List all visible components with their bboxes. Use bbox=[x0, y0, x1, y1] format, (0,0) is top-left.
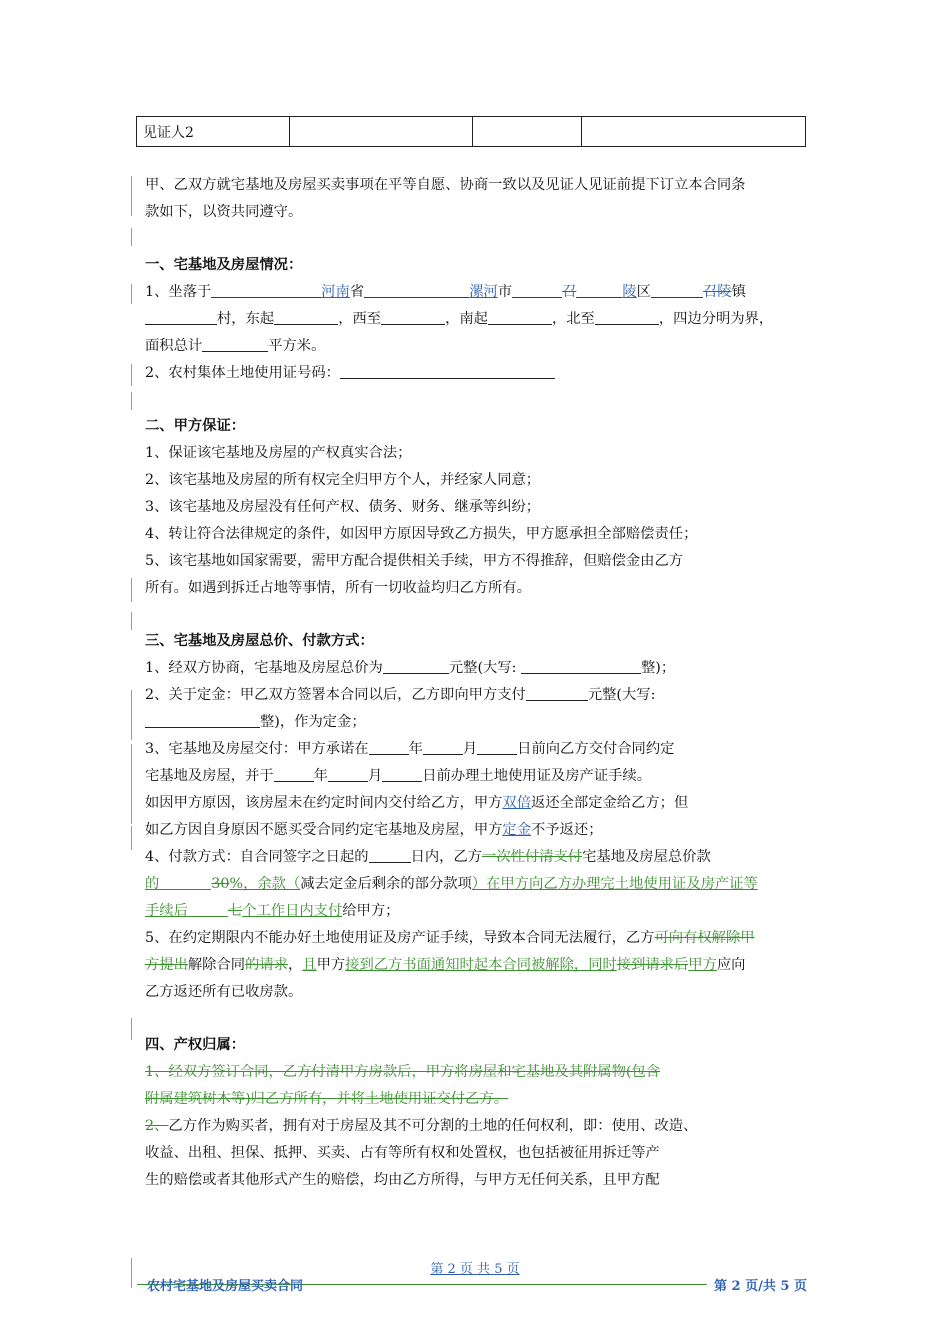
change-bar bbox=[131, 176, 132, 216]
list-item: 2、该宅基地及房屋的所有权完全归甲方个人，并经家人同意； bbox=[145, 472, 541, 488]
land-cert-line: 2、农村集体土地使用证号码： bbox=[145, 360, 810, 387]
table-row bbox=[137, 117, 806, 147]
list-item: 1、保证该宅基地及房屋的产权真实合法； bbox=[145, 445, 412, 461]
ownership-line: 2、乙方作为购买者，拥有对于房屋及其不可分割的土地的任何权利，即：使用、改造、 bbox=[145, 1118, 698, 1134]
list-item: 5、该宅基地如国家需要，需甲方配合提供相关手续，甲方不得推辞，但赔偿金由乙方 bbox=[145, 553, 684, 569]
province-value: 河南 bbox=[321, 284, 350, 300]
table-cell bbox=[582, 117, 806, 147]
section-2-heading: 二、甲方保证： bbox=[145, 418, 246, 434]
city-value: 漯河 bbox=[469, 284, 498, 300]
change-bar bbox=[131, 744, 132, 824]
list-item: 3、该宅基地及房屋没有任何产权、债务、财务、继承等纠纷； bbox=[145, 499, 541, 515]
change-bar bbox=[131, 392, 132, 410]
delivery-line: 3、宅基地及房屋交付：甲方承诺在 年 月 日前向乙方交付合同约定 bbox=[145, 741, 675, 757]
payment-line: 4、付款方式：自合同签字之日起的 日内，乙方一次性付清支付宅基地及房屋总价款 bbox=[145, 849, 711, 865]
termination-line: 5、在约定期限内不能办好土地使用证及房产证手续，导致本合同无法履行，乙方可向有权解除甲 bbox=[145, 930, 755, 946]
deposit-line-2: 整)，作为定金； bbox=[145, 709, 810, 736]
ownership-line-3: 生的赔偿或者其他形式产生的赔偿，均由乙方所得，与甲方无任何关系，且甲方配 bbox=[145, 1172, 660, 1188]
delivery-line-2: 宅基地及房屋，并于 年 月 日前办理土地使用证及房产证手续。 bbox=[145, 768, 652, 784]
change-bar bbox=[131, 612, 132, 630]
section-3-heading: 三、宅基地及房屋总价、付款方式： bbox=[145, 633, 374, 649]
change-bar bbox=[131, 228, 132, 246]
penalty-line-2: 如乙方因自身原因不愿买受合同约定宅基地及房屋，甲方定金不予返还； bbox=[145, 822, 603, 838]
change-bar bbox=[131, 578, 132, 602]
list-item: 4、转让符合法律规定的条件，如因甲方原因导致乙方损失，甲方愿承担全部赔偿责任； bbox=[145, 526, 698, 542]
table-cell bbox=[473, 117, 582, 147]
deposit-line: 2、关于定金：甲乙双方签署本合同以后，乙方即向甲方支付 元整(大写: bbox=[145, 687, 656, 703]
deleted-clause-line: 1、经双方签订合同，乙方付清甲方房款后，甲方将房屋和宅基地及其附属物(包含 bbox=[145, 1064, 661, 1080]
witness-table bbox=[136, 116, 806, 147]
penalty-line: 如因甲方原因，该房屋未在约定时间内交付给乙方，甲方双倍返还全部定金给乙方；但 bbox=[145, 795, 689, 811]
footer-title: 农村宅基地及房屋买卖合同 bbox=[147, 1279, 304, 1294]
contract-body bbox=[145, 172, 810, 1194]
footer-page-number: 第 2 页/共 5 页 bbox=[714, 1279, 807, 1294]
change-bar bbox=[131, 1018, 132, 1040]
change-bar bbox=[131, 284, 132, 304]
table-cell bbox=[290, 117, 473, 147]
change-bar bbox=[131, 690, 132, 740]
list-item: 所有。如遇到拆迁占地等事情，所有一切收益均归乙方所有。 bbox=[145, 580, 532, 596]
termination-line-2: 方提出解除合同的请求，且甲方接到乙方书面通知时起本合同被解除，同时接到请求后甲方应向 bbox=[145, 957, 746, 973]
payment-line-3: 手续后 七个工作日内支付给甲方； bbox=[145, 903, 400, 919]
section-4-heading: 四、产权归属： bbox=[145, 1037, 246, 1053]
preamble-line: 款如下，以资共同遵守。 bbox=[145, 204, 303, 220]
boundary-line: 村，东起 ，西至 ，南起 ，北至 ，四边分明为界， bbox=[145, 306, 810, 333]
section-1-heading: 一、宅基地及房屋情况： bbox=[145, 257, 303, 273]
deleted-clause-line: 附属建筑树木等)归乙方所有，并将土地使用证交付乙方。 bbox=[145, 1091, 508, 1107]
page-number-center: 第 2 页 共 5 页 bbox=[430, 1262, 520, 1277]
termination-line-3: 乙方返还所有已收房款。 bbox=[145, 984, 303, 1000]
change-bar bbox=[131, 364, 132, 386]
total-price-line: 1、经双方协商，宅基地及房屋总价为 元整(大写: 整)； bbox=[145, 660, 676, 676]
witness-2-label: 见证人2 bbox=[137, 117, 290, 147]
change-bar bbox=[131, 826, 132, 850]
location-line: 1、坐落于 河南省 漯河市 召 陵区 召陵镇 bbox=[145, 284, 746, 300]
preamble-line: 甲、乙双方就宅基地及房屋买卖事项在平等自愿、协商一致以及见证人见证前提下订立本合同条 bbox=[145, 177, 746, 193]
ownership-line-2: 收益、出租、担保、抵押、买卖、占有等所有权和处置权，也包括被征用拆迁等产 bbox=[145, 1145, 660, 1161]
area-line: 面积总计 平方米。 bbox=[145, 338, 326, 354]
payment-line-2: 的 30%，余款（减去定金后剩余的部分款项）在甲方向乙方办理完土地使用证及房产证等 bbox=[145, 876, 758, 892]
